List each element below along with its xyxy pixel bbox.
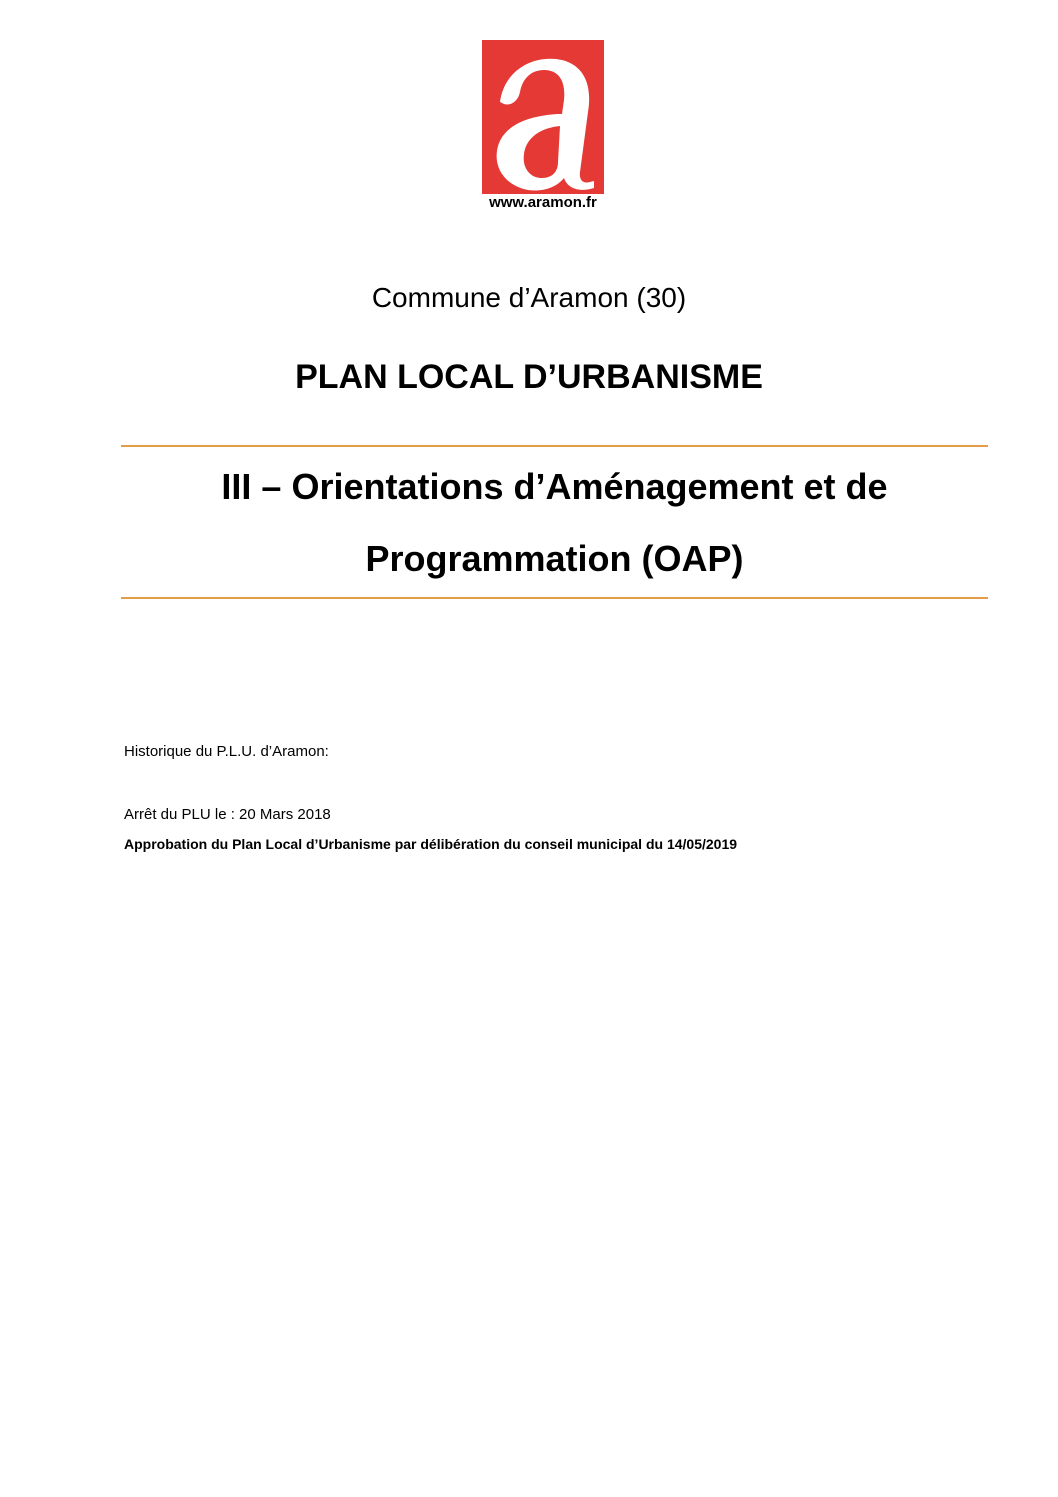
commune-name: Commune d’Aramon (30) bbox=[371, 282, 687, 313]
section-title-line1: III – Orientations d’Aménagement et de bbox=[221, 466, 888, 507]
history-heading: Historique du P.L.U. d’Aramon: bbox=[124, 743, 329, 760]
aramon-logo bbox=[482, 40, 604, 194]
approbation-note: Approbation du Plan Local d’Urbanisme par délibération du conseil municipal du 14/05/2019 bbox=[124, 836, 738, 852]
section-divider-bottom bbox=[121, 597, 988, 599]
section-title-line2: Programmation (OAP) bbox=[365, 538, 744, 579]
document-title: PLAN LOCAL D’URBANISME bbox=[295, 358, 763, 396]
arret-date: Arrêt du PLU le : 20 Mars 2018 bbox=[124, 806, 331, 823]
website-url: www.aramon.fr bbox=[489, 194, 597, 211]
section-title bbox=[121, 451, 988, 595]
section-divider-top bbox=[121, 445, 988, 447]
aramon-logo-icon bbox=[482, 40, 604, 194]
